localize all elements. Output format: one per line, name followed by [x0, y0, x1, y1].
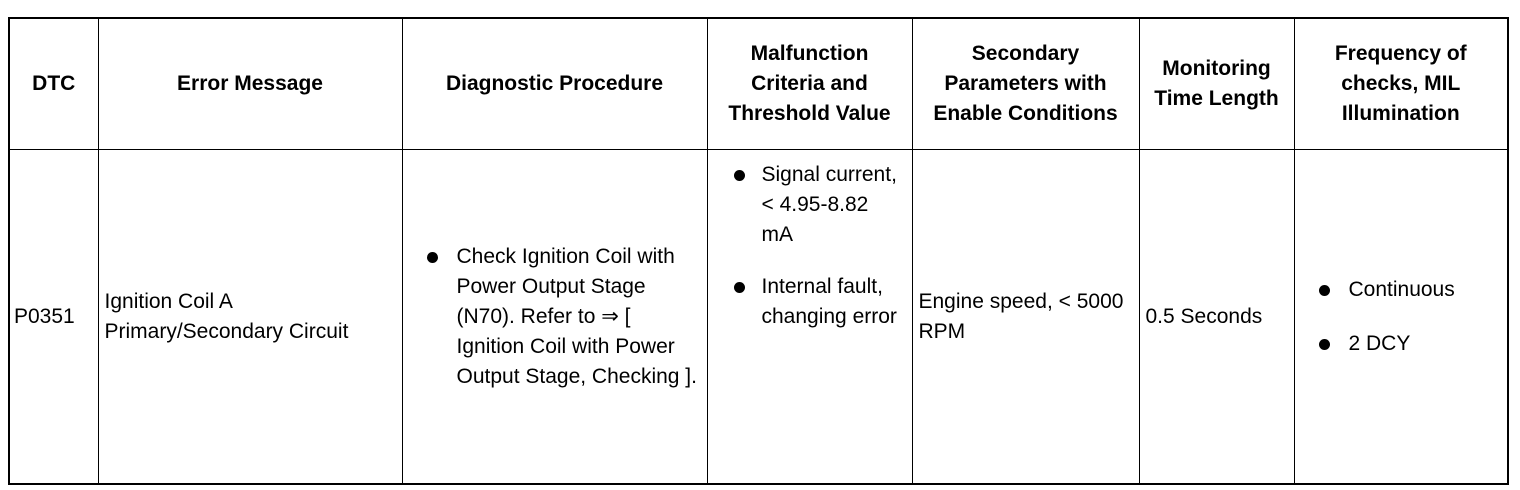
diagnostic-procedure-item: Check Ignition Coil with Power Output Stage (N70). Refer to ⇒ [ Ignition Coil with Power Output Stage, Checking ].	[409, 242, 701, 392]
header-secondary-parameters: Secondary Parameters with Enable Conditions	[912, 18, 1139, 150]
malfunction-criteria-cell	[707, 150, 912, 485]
frequency-cell	[1294, 150, 1508, 485]
diagnostic-procedure-cell	[402, 150, 707, 485]
monitoring-time: 0.5 Seconds	[1139, 150, 1294, 485]
diagnostic-procedure-list	[409, 242, 701, 392]
frequency-item: Continuous	[1301, 275, 1502, 305]
header-monitoring-time: Monitoring Time Length	[1139, 18, 1294, 150]
secondary-parameters: Engine speed, < 5000 RPM	[912, 150, 1139, 485]
table-row	[9, 150, 1508, 485]
error-message: Ignition Coil A Primary/Secondary Circuit	[98, 150, 402, 485]
header-error-message: Error Message	[98, 18, 402, 150]
malfunction-criteria-item: Internal fault, changing error	[714, 272, 906, 332]
header-diagnostic-procedure: Diagnostic Procedure	[402, 18, 707, 150]
header-row	[9, 18, 1508, 150]
frequency-item: 2 DCY	[1301, 329, 1502, 359]
header-dtc: DTC	[9, 18, 98, 150]
malfunction-criteria-list	[714, 160, 906, 332]
header-frequency: Frequency of checks, MIL Illumination	[1294, 18, 1508, 150]
dtc-code: P0351	[9, 150, 98, 485]
malfunction-criteria-item: Signal current, < 4.95-8.82 mA	[714, 160, 906, 250]
header-malfunction-criteria: Malfunction Criteria and Threshold Value	[707, 18, 912, 150]
frequency-list	[1301, 275, 1502, 359]
dtc-table	[8, 17, 1509, 485]
